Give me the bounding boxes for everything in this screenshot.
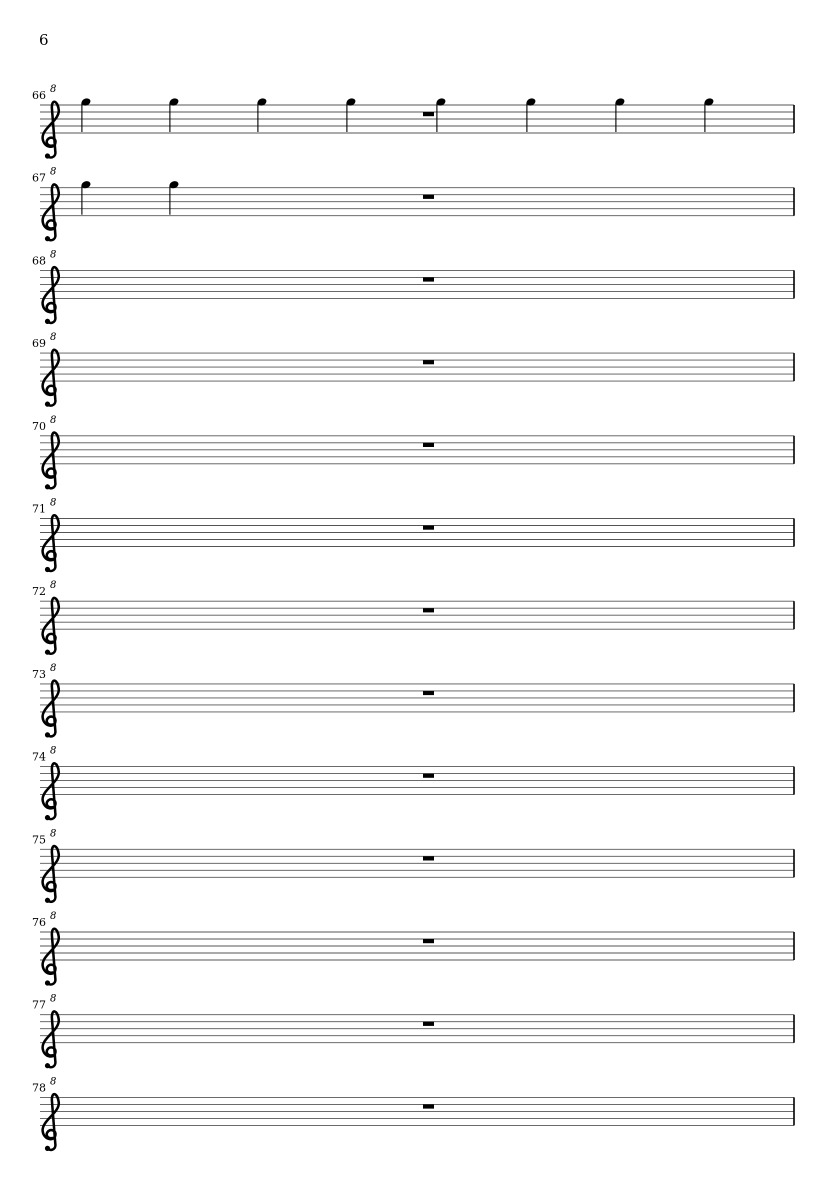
treble-clef-icon: [43, 184, 59, 240]
treble-clef-icon: [43, 681, 59, 737]
measure-number: 67: [32, 171, 46, 185]
clef-tail-dot: [45, 650, 50, 655]
whole-rest-icon: [423, 1104, 434, 1108]
measure-number: 66: [32, 89, 46, 102]
octave-mark: 8: [50, 580, 57, 592]
whole-rest-icon: [423, 774, 434, 778]
octave-mark: 8: [50, 166, 57, 178]
measure-number: 73: [32, 667, 46, 681]
whole-rest-icon: [423, 443, 434, 447]
whole-rest-icon: [423, 608, 434, 612]
octave-mark: 8: [50, 249, 57, 261]
treble-clef-icon: [43, 102, 59, 158]
whole-rest-icon: [423, 277, 434, 281]
whole-rest-icon: [423, 112, 434, 116]
measure-number: 70: [32, 419, 46, 433]
whole-rest-icon: [423, 526, 434, 530]
clef-tail-dot: [45, 153, 50, 158]
whole-rest-icon: [423, 691, 434, 695]
octave-mark: 8: [50, 497, 57, 509]
octave-mark: 8: [50, 414, 57, 426]
clef-tail-dot: [45, 898, 50, 903]
whole-rest-icon: [423, 856, 434, 860]
staff-system: [32, 249, 794, 324]
octave-mark: 8: [50, 84, 57, 95]
clef-tail-dot: [45, 732, 50, 737]
clef-tail-dot: [45, 402, 50, 407]
clef-tail-dot: [45, 567, 50, 572]
measure-number: 71: [32, 502, 46, 516]
measure-number: 72: [32, 585, 46, 599]
treble-clef-icon: [43, 929, 59, 985]
whole-rest-icon: [423, 939, 434, 943]
staff-system: [32, 332, 794, 407]
treble-clef-icon: [43, 846, 59, 902]
measure-number: 68: [32, 254, 46, 268]
staff-system: [32, 911, 794, 986]
measure-number: 76: [32, 916, 46, 929]
octave-mark: 8: [50, 662, 57, 674]
octave-mark: 8: [50, 332, 57, 344]
clef-tail-dot: [45, 484, 50, 489]
clef-tail-dot: [45, 1063, 50, 1068]
measure-number: 75: [32, 833, 46, 847]
staff-system: [32, 994, 794, 1069]
staff-system: [32, 498, 794, 573]
treble-clef-icon: [43, 763, 59, 819]
whole-rest-icon: [423, 195, 434, 199]
staff-system: [32, 828, 794, 903]
octave-mark: 8: [50, 745, 57, 757]
octave-mark: 8: [50, 993, 57, 1005]
measure-number: 69: [32, 337, 46, 351]
staff-system: [32, 1076, 794, 1151]
measure-number: 78: [32, 1081, 46, 1095]
measure-number: 74: [32, 750, 46, 764]
clef-tail-dot: [45, 319, 50, 324]
treble-clef-icon: [43, 1094, 59, 1150]
clef-tail-dot: [45, 815, 50, 820]
octave-mark: 8: [50, 911, 57, 922]
whole-rest-icon: [423, 1022, 434, 1026]
page-number: 6: [39, 31, 49, 49]
clef-tail-dot: [45, 1146, 50, 1151]
staff-system: [32, 663, 794, 738]
staff-system: [32, 746, 794, 821]
staff-system: [32, 580, 794, 655]
staff-system: [32, 415, 794, 490]
treble-clef-icon: [43, 350, 59, 406]
treble-clef-icon: [43, 515, 59, 571]
treble-clef-icon: [43, 267, 59, 323]
staff-system: [32, 167, 794, 242]
octave-mark: 8: [50, 1076, 57, 1088]
treble-clef-icon: [43, 1011, 59, 1067]
staff-system: [32, 84, 794, 159]
octave-mark: 8: [50, 828, 57, 840]
measure-number: 77: [32, 998, 46, 1012]
treble-clef-icon: [43, 433, 59, 489]
clef-tail-dot: [45, 980, 50, 985]
whole-rest-icon: [423, 360, 434, 364]
treble-clef-icon: [43, 598, 59, 654]
clef-tail-dot: [45, 236, 50, 241]
